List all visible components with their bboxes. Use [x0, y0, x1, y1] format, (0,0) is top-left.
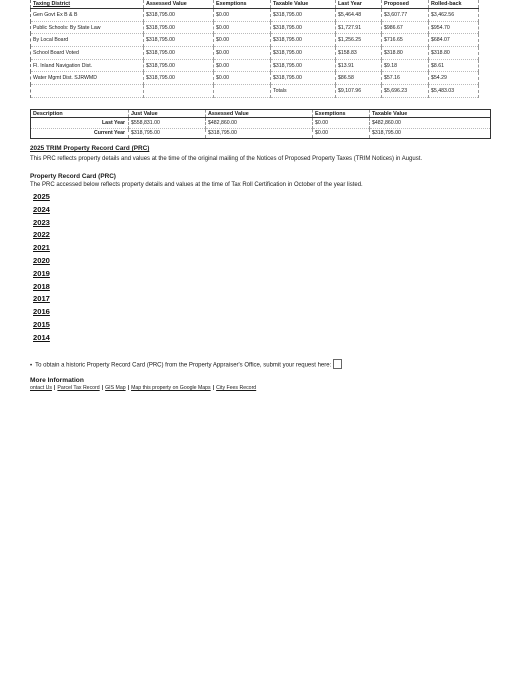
- trim-prc-description: This PRC reflects property details and values at the time of the original mailing of the Notices of Proposed Property Taxes (TRIM Notices) in August.: [30, 156, 423, 162]
- table-cell: $716.65: [382, 34, 429, 47]
- table-row: [31, 21, 479, 34]
- link-separator: |: [127, 385, 130, 391]
- link-separator: |: [101, 385, 104, 391]
- prc-year-link-2023[interactable]: 2023: [33, 217, 50, 227]
- prc-year-link-2015[interactable]: 2015: [33, 319, 50, 329]
- table-cell: Fl. Inland Navigation Dist.: [31, 59, 144, 72]
- table-cell: Public Schools: By State Law: [31, 21, 144, 34]
- table-cell: $0.00: [214, 59, 271, 72]
- table-cell: $318,795.00: [271, 47, 336, 60]
- table-cell: $0.00: [214, 34, 271, 47]
- table-cell: $318,795.00: [271, 34, 336, 47]
- table-cell: $684.07: [429, 34, 479, 47]
- table-cell: $318,795.00: [271, 21, 336, 34]
- bullet-icon: •: [30, 362, 33, 369]
- value-table-header-row: [31, 110, 491, 118]
- table-cell: By Local Board: [31, 34, 144, 47]
- row-label: Last Year: [31, 118, 129, 129]
- table-cell: $318,795.00: [271, 59, 336, 72]
- table-cell: $482,860.00: [370, 118, 491, 129]
- table-cell: $318,795.00: [144, 9, 214, 22]
- link-separator: |: [53, 385, 56, 391]
- table-row: [31, 128, 491, 139]
- prc-year-link-2017[interactable]: 2017: [33, 294, 50, 304]
- table-cell: $0.00: [313, 118, 370, 129]
- table-cell: $5,696.23: [382, 85, 429, 98]
- table-cell: $0.00: [214, 21, 271, 34]
- table-cell: $5,483.03: [429, 85, 479, 98]
- tax-header-taxable: Taxable Value: [271, 0, 336, 9]
- table-cell: Water Mgmt Dist. SJRWMD: [31, 72, 144, 85]
- table-cell: [144, 85, 214, 98]
- google-maps-link[interactable]: Map this property on Google Maps: [131, 385, 211, 391]
- table-cell: $318.80: [382, 47, 429, 60]
- prc-year-link-2014[interactable]: 2014: [33, 332, 50, 342]
- table-cell: $318,795.00: [271, 72, 336, 85]
- table-cell: $558,831.00: [129, 118, 206, 129]
- tax-header-exemptions: Exemptions: [214, 0, 271, 9]
- table-row: [31, 59, 479, 72]
- prc-title: Property Record Card (PRC): [30, 173, 116, 180]
- prc-year-list: [33, 191, 50, 345]
- tax-header-proposed: Proposed: [382, 0, 429, 9]
- tax-header-last-year: Last Year: [336, 0, 382, 9]
- table-cell: $54.29: [429, 72, 479, 85]
- table-row: [31, 118, 491, 129]
- table-cell: $318,795.00: [271, 9, 336, 22]
- parcel-tax-record-link[interactable]: Parcel Tax Record: [57, 385, 100, 391]
- table-cell: $954.70: [429, 21, 479, 34]
- table-cell: $5,464.48: [336, 9, 382, 22]
- gis-map-link[interactable]: GIS Map: [105, 385, 126, 391]
- tax-header-district: Taxing District: [31, 0, 144, 9]
- table-cell: $9,107.96: [336, 85, 382, 98]
- prc-description: The PRC accessed below reflects property details and values at the time of Tax Roll Certification in October of the year listed.: [30, 182, 363, 188]
- table-cell: $318,795.00: [144, 59, 214, 72]
- table-cell: $9.18: [382, 59, 429, 72]
- prc-year-link-2021[interactable]: 2021: [33, 243, 50, 253]
- table-cell: $3,462.56: [429, 9, 479, 22]
- historic-prc-note: [30, 360, 342, 370]
- totals-label: Totals: [271, 85, 336, 98]
- table-cell: $318.80: [429, 47, 479, 60]
- value-header-description: Description: [31, 110, 129, 118]
- row-label: Current Year: [31, 128, 129, 139]
- historic-prc-text: To obtain a historic Property Record Card (PRC) from the Property Appraiser's Office, submit your request here:: [35, 362, 332, 369]
- table-cell: $86.58: [336, 72, 382, 85]
- value-header-taxable: Taxable Value: [370, 110, 491, 118]
- table-cell: $8.61: [429, 59, 479, 72]
- table-row: [31, 9, 479, 22]
- table-cell: $482,860.00: [206, 118, 313, 129]
- tax-header-assessed: Assessed Value: [144, 0, 214, 9]
- value-header-exemptions: Exemptions: [313, 110, 370, 118]
- table-cell: [31, 85, 144, 98]
- prc-year-link-2020[interactable]: 2020: [33, 255, 50, 265]
- table-row: [31, 34, 479, 47]
- city-fees-record-link[interactable]: City Fees Record: [216, 385, 257, 391]
- value-header-just-value: Just Value: [129, 110, 206, 118]
- taxing-district-table: [30, 0, 479, 98]
- table-row: [31, 47, 479, 60]
- link-separator: |: [212, 385, 215, 391]
- table-cell: $0.00: [214, 9, 271, 22]
- table-cell: $318,795.00: [144, 72, 214, 85]
- table-cell: $318,795.00: [144, 47, 214, 60]
- table-cell: $0.00: [214, 47, 271, 60]
- table-cell: $318,795.00: [144, 21, 214, 34]
- prc-year-link-2022[interactable]: 2022: [33, 230, 50, 240]
- table-cell: $318,795.00: [129, 128, 206, 139]
- prc-year-link-2024[interactable]: 2024: [33, 204, 50, 214]
- table-cell: $318,795.00: [370, 128, 491, 139]
- request-form-icon[interactable]: [333, 359, 342, 369]
- prc-year-link-2016[interactable]: 2016: [33, 307, 50, 317]
- totals-row: [31, 85, 479, 98]
- table-cell: Gen Govt Ex B & B: [31, 9, 144, 22]
- table-cell: $986.67: [382, 21, 429, 34]
- table-cell: $0.00: [313, 128, 370, 139]
- more-information-links: [30, 385, 256, 391]
- trim-prc-title[interactable]: 2025 TRIM Property Record Card (PRC): [30, 145, 150, 152]
- table-cell: $318,795.00: [206, 128, 313, 139]
- table-cell: $3,607.77: [382, 9, 429, 22]
- contact-us-link[interactable]: ontact Us: [30, 385, 52, 391]
- table-cell: $158.83: [336, 47, 382, 60]
- table-row: [31, 72, 479, 85]
- tax-header-rolled-back: Rolled-back: [429, 0, 479, 9]
- table-cell: $1,256.25: [336, 34, 382, 47]
- table-cell: School Board Voted: [31, 47, 144, 60]
- table-cell: $13.91: [336, 59, 382, 72]
- value-header-assessed: Assessed Value: [206, 110, 313, 118]
- prc-year-link-2025[interactable]: 2025: [33, 192, 50, 201]
- table-cell: $318,795.00: [144, 34, 214, 47]
- table-cell: [214, 85, 271, 98]
- table-cell: $1,727.91: [336, 21, 382, 34]
- prc-year-link-2019[interactable]: 2019: [33, 268, 50, 278]
- prc-year-link-2018[interactable]: 2018: [33, 281, 50, 291]
- value-summary-table: [30, 109, 491, 139]
- tax-table-header-row: [31, 0, 479, 9]
- table-cell: $57.16: [382, 72, 429, 85]
- table-cell: $0.00: [214, 72, 271, 85]
- more-information-title: More Information: [30, 377, 84, 384]
